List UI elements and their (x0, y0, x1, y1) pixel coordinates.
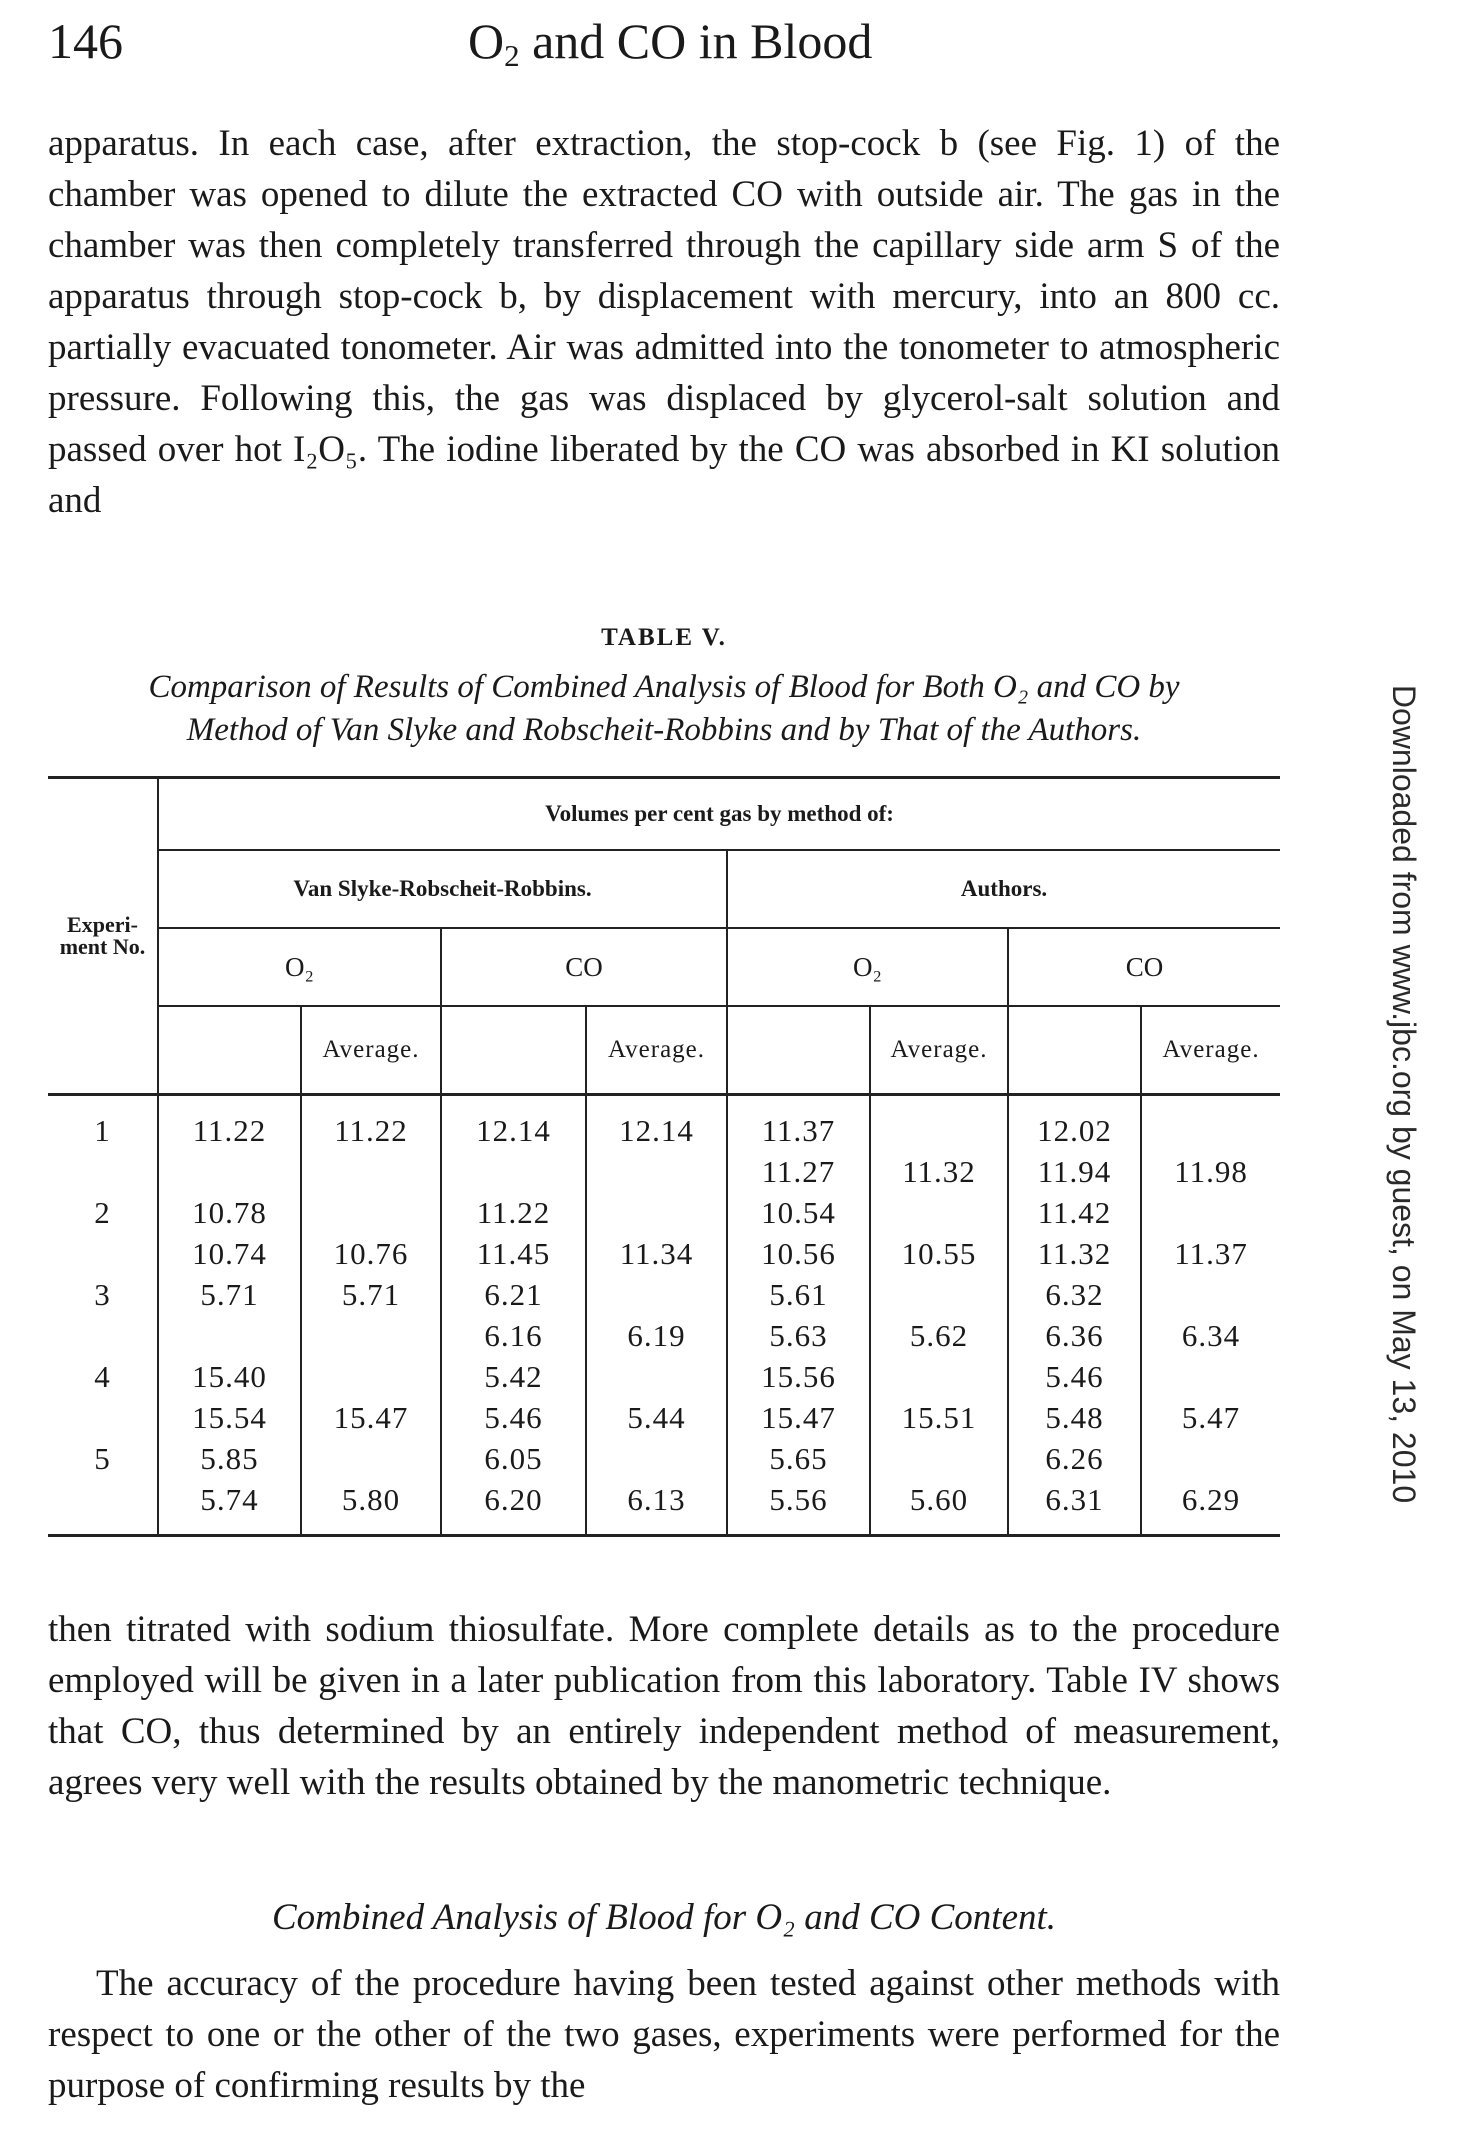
value-cell: 10.54 (727, 1192, 870, 1233)
running-head-pre: O (468, 13, 505, 69)
value-cell (158, 1151, 301, 1192)
value-cell (301, 1356, 441, 1397)
value-cell: 6.32 (1008, 1274, 1141, 1315)
table-row (48, 1397, 1280, 1438)
page-number: 146 (48, 13, 123, 69)
download-watermark: Downloaded from www.jbc.org by guest, on May 13, 2010 (1386, 684, 1422, 1504)
value-cell: 11.22 (192, 1113, 267, 1148)
value-cell: 5.48 (1008, 1397, 1141, 1438)
value-cell (586, 1151, 727, 1192)
table-caption (48, 666, 1280, 752)
value-cell: 5.44 (586, 1397, 727, 1438)
value-cell (301, 1151, 441, 1192)
value-cell: 6.21 (441, 1274, 586, 1315)
value-cell (586, 1274, 727, 1315)
value-cell: 6.34 (1141, 1315, 1280, 1356)
value-cell: 10.56 (727, 1233, 870, 1274)
value-cell: 15.40 (192, 1359, 267, 1394)
value-cell: 10.74 (192, 1236, 267, 1271)
value-cell: 5.71 (301, 1274, 441, 1315)
header-average: Average. (1141, 1006, 1280, 1095)
table-row (48, 1438, 1280, 1479)
value-cell: 5.71 (200, 1277, 259, 1312)
header-average: Average. (870, 1006, 1008, 1095)
value-cell (1141, 1356, 1280, 1397)
header-method-vsrr: Van Slyke-Robscheit-Robbins. (158, 850, 727, 928)
value-cell: 10.78 (192, 1195, 267, 1230)
value-cell (158, 1315, 301, 1356)
header-volumes: Volumes per cent gas by method of: (158, 778, 1280, 851)
experiment-number-cell: 4 (48, 1356, 158, 1397)
table-title: TABLE V. (601, 624, 727, 651)
header-blank (1008, 1006, 1141, 1095)
value-cell: 12.02 (1008, 1095, 1141, 1152)
value-cell: 5.60 (870, 1479, 1008, 1536)
header-blank (158, 1006, 301, 1095)
header-average: Average. (586, 1006, 727, 1095)
value-cell: 5.85 (200, 1441, 259, 1476)
results-table (48, 776, 1280, 1537)
header-gas-o2-vsrr: O₂ (158, 928, 441, 1006)
header-blank (727, 1006, 870, 1095)
table-row (48, 1274, 1280, 1315)
experiment-number-cell: 5 (48, 1438, 158, 1479)
value-cell: 11.22 (301, 1095, 441, 1152)
value-cell (301, 1315, 441, 1356)
running-head-sub: 2 (504, 37, 520, 73)
value-cell (870, 1438, 1008, 1479)
value-cell: 11.32 (870, 1151, 1008, 1192)
section-subheading: Combined Analysis of Blood for O₂ and CO Content. (271, 1897, 1057, 1938)
value-cell (870, 1356, 1008, 1397)
table-caption-line1: Comparison of Results of Combined Analysis of Blood for Both O₂ and CO by (148, 669, 1180, 705)
table-row (48, 1233, 1280, 1274)
value-cell: 10.76 (301, 1233, 441, 1274)
value-cell: 11.94 (1008, 1151, 1141, 1192)
value-cell (586, 1356, 727, 1397)
value-cell: 5.47 (1141, 1397, 1280, 1438)
header-gas-co-vsrr: CO (441, 928, 727, 1006)
value-cell: 5.74 (200, 1482, 259, 1517)
value-cell: 11.34 (586, 1233, 727, 1274)
value-cell: 11.37 (1141, 1233, 1280, 1274)
experiment-number-cell (48, 1479, 158, 1536)
value-cell: 5.46 (1008, 1356, 1141, 1397)
value-cell: 15.56 (727, 1356, 870, 1397)
value-cell: 10.55 (870, 1233, 1008, 1274)
experiment-number-cell: 3 (48, 1274, 158, 1315)
value-cell: 11.42 (1008, 1192, 1141, 1233)
value-cell (870, 1274, 1008, 1315)
table-row (48, 1192, 1280, 1233)
value-cell: 6.16 (441, 1315, 586, 1356)
value-cell: 11.37 (727, 1095, 870, 1152)
value-cell (301, 1438, 441, 1479)
value-cell: 11.22 (441, 1192, 586, 1233)
value-cell: 5.56 (727, 1479, 870, 1536)
value-cell (870, 1192, 1008, 1233)
table-row (48, 1095, 1280, 1152)
value-cell: 5.62 (870, 1315, 1008, 1356)
header-average: Average. (301, 1006, 441, 1095)
value-cell: 15.54 (192, 1400, 267, 1435)
running-head (468, 8, 872, 74)
value-cell (586, 1192, 727, 1233)
table-row (48, 1356, 1280, 1397)
value-cell: 11.32 (1008, 1233, 1141, 1274)
value-cell: 6.36 (1008, 1315, 1141, 1356)
header-blank (441, 1006, 586, 1095)
paragraph-bottom: then titrated with sodium thiosulfate. More complete details as to the procedure employed will be given in a later publication from this laboratory. Table IV shows that CO, thus determined by an entirely independent method of measurement, agrees very well with the results obtained by the manometric technique. (48, 1609, 1280, 1803)
value-cell: 15.47 (727, 1397, 870, 1438)
value-cell: 5.80 (301, 1479, 441, 1536)
value-cell (441, 1151, 586, 1192)
value-cell: 5.65 (727, 1438, 870, 1479)
experiment-number-cell (48, 1151, 158, 1192)
value-cell: 11.45 (441, 1233, 586, 1274)
value-cell: 5.63 (727, 1315, 870, 1356)
value-cell: 6.29 (1141, 1479, 1280, 1536)
value-cell: 6.13 (586, 1479, 727, 1536)
value-cell (586, 1438, 727, 1479)
experiment-number-cell (48, 1315, 158, 1356)
value-cell: 15.47 (301, 1397, 441, 1438)
value-cell: 11.98 (1141, 1151, 1280, 1192)
value-cell: 6.05 (441, 1438, 586, 1479)
value-cell: 12.14 (586, 1095, 727, 1152)
value-cell: 6.31 (1008, 1479, 1141, 1536)
experiment-number-cell: 1 (48, 1095, 158, 1152)
table-caption-line2: Method of Van Slyke and Robscheit-Robbins and by That of the Authors. (186, 712, 1142, 748)
value-cell: 5.42 (441, 1356, 586, 1397)
header-gas-co-authors: CO (1008, 928, 1280, 1006)
value-cell: 6.26 (1008, 1438, 1141, 1479)
value-cell: 12.14 (441, 1095, 586, 1152)
header-method-authors: Authors. (727, 850, 1280, 928)
table-row (48, 1315, 1280, 1356)
value-cell (1141, 1438, 1280, 1479)
value-cell: 6.20 (441, 1479, 586, 1536)
running-head-post: and CO in Blood (519, 13, 873, 69)
value-cell (301, 1192, 441, 1233)
header-experiment: Experi- ment No. (48, 778, 158, 1095)
value-cell: 6.19 (586, 1315, 727, 1356)
page-header (48, 8, 1278, 74)
value-cell: 15.51 (870, 1397, 1008, 1438)
value-cell: 5.61 (727, 1274, 870, 1315)
paragraph-last: The accuracy of the procedure having been tested against other methods with respect to one or the other of the two gases, experiments were performed for the purpose of confirming results by the (48, 1963, 1280, 2106)
value-cell (1141, 1192, 1280, 1233)
value-cell (870, 1095, 1008, 1152)
experiment-number-cell (48, 1397, 158, 1438)
header-gas-o2-authors: O₂ (727, 928, 1008, 1006)
table-row (48, 1151, 1280, 1192)
paragraph-top: apparatus. In each case, after extraction, the stop-cock b (see Fig. 1) of the chamber was opened to dilute the extracted CO with outside air. The gas in the chamber was then completely transferred through the capillary side arm S of the apparatus through stop-cock b, by displacement with mercury, into an 800 cc. partially evacuated tonometer. Air was admitted into the tonometer to atmospheric pressure. Following this, the gas was displaced by glycerol-salt solution and passed over hot I₂O₅. The iodine liberated by the CO was absorbed in KI solution and (48, 123, 1280, 521)
table-row (48, 1479, 1280, 1536)
experiment-number-cell (48, 1233, 158, 1274)
value-cell: 11.27 (727, 1151, 870, 1192)
value-cell: 5.46 (441, 1397, 586, 1438)
experiment-number-cell: 2 (48, 1192, 158, 1233)
value-cell (1141, 1095, 1280, 1152)
value-cell (1141, 1274, 1280, 1315)
